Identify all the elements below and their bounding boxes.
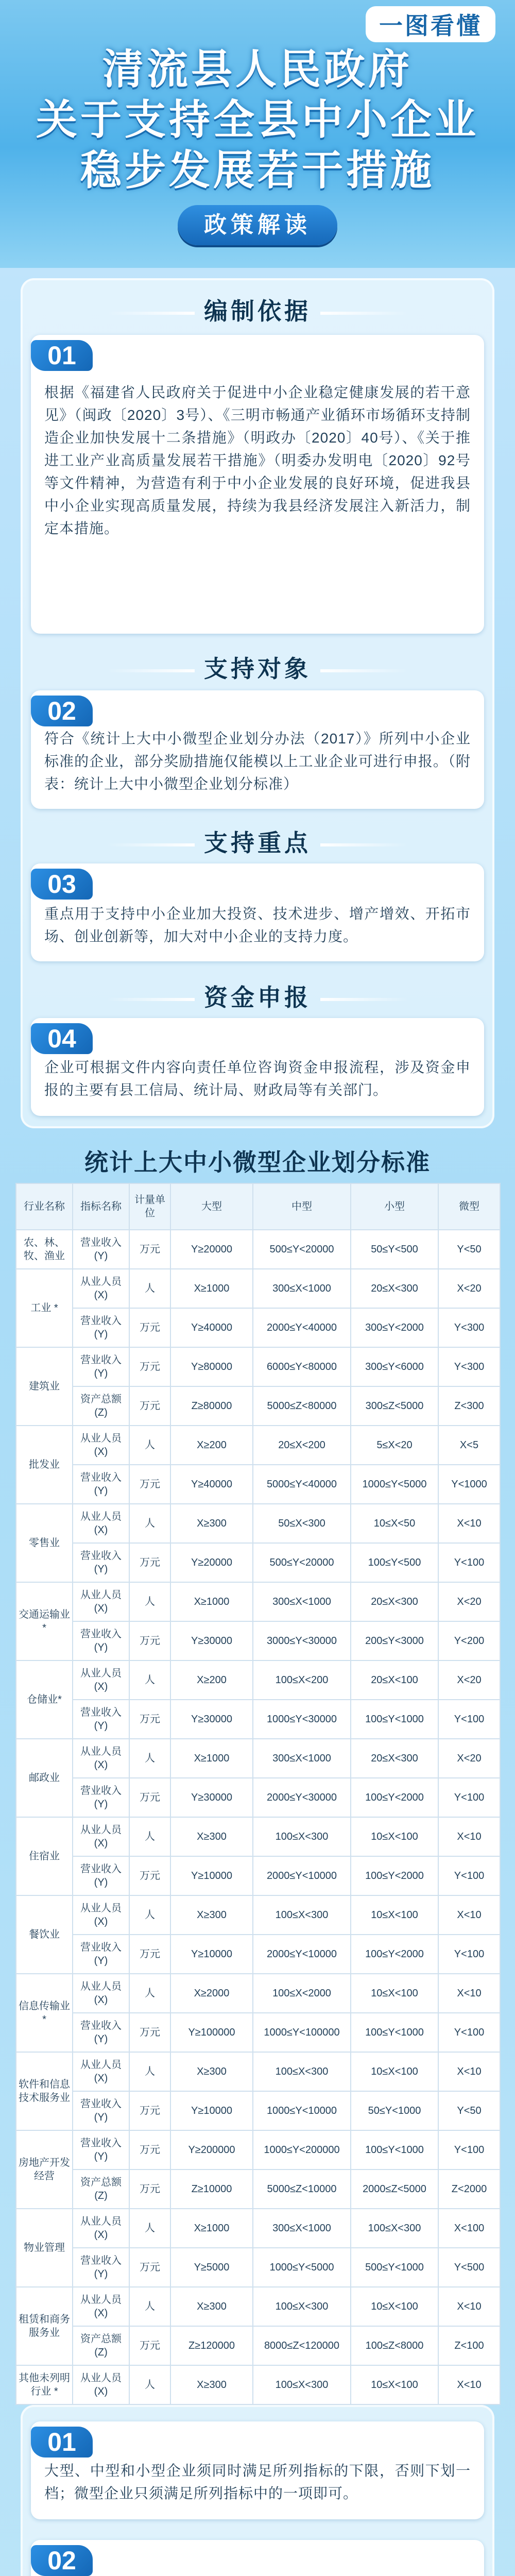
unit-cell: 万元 xyxy=(129,2091,170,2130)
micro-cell: Y<50 xyxy=(438,1230,500,1269)
header-unit: 计量单位 xyxy=(129,1183,170,1230)
table-row xyxy=(16,1504,500,1543)
medium-cell: 5000≤Y<40000 xyxy=(253,1465,351,1504)
large-cell: Y≥30000 xyxy=(170,1621,253,1660)
note-1-card xyxy=(31,2421,484,2519)
small-cell: 10≤X<100 xyxy=(351,2365,438,2404)
unit-cell: 万元 xyxy=(129,1621,170,1660)
table-row xyxy=(16,1386,500,1426)
table-row xyxy=(16,2287,500,2326)
unit-cell: 万元 xyxy=(129,2248,170,2287)
table-row xyxy=(16,1700,500,1739)
large-cell: X≥1000 xyxy=(170,1739,253,1778)
medium-cell: 1000≤Y<100000 xyxy=(253,2013,351,2052)
table-row xyxy=(16,1778,500,1817)
medium-cell: 1000≤Y<30000 xyxy=(253,1700,351,1739)
section-4-text: 企业可根据文件内容向责任单位咨询资金申报流程，涉及资金申报的主要有县工信局、统计局、财政局等有关部门。 xyxy=(44,1059,471,1098)
table-header-row xyxy=(16,1183,500,1230)
medium-cell: 100≤X<2000 xyxy=(253,1974,351,2013)
indicator-cell: 营业收入(Y) xyxy=(73,1230,129,1269)
small-cell: 20≤X<300 xyxy=(351,1582,438,1621)
large-cell: Y≥80000 xyxy=(170,1347,253,1386)
indicator-cell: 营业收入(Y) xyxy=(73,2248,129,2287)
indicator-cell: 营业收入(Y) xyxy=(73,2013,129,2052)
small-cell: 100≤Y<2000 xyxy=(351,1778,438,1817)
header-large: 大型 xyxy=(170,1183,253,1230)
medium-cell: 100≤X<300 xyxy=(253,2365,351,2404)
micro-cell: Y<300 xyxy=(438,1308,500,1347)
unit-cell: 万元 xyxy=(129,2326,170,2365)
industry-cell: 其他未列明行业 * xyxy=(16,2365,73,2404)
table-row xyxy=(16,2365,500,2404)
section-4-number: 04 xyxy=(31,1023,93,1054)
industry-cell: 仓储业* xyxy=(16,1660,73,1739)
large-cell: X≥300 xyxy=(170,1895,253,1935)
large-cell: Y≥10000 xyxy=(170,1935,253,1974)
indicator-cell: 从业人员(X) xyxy=(73,1817,129,1856)
unit-cell: 人 xyxy=(129,1504,170,1543)
medium-cell: 100≤X<300 xyxy=(253,2052,351,2091)
table-row xyxy=(16,2013,500,2052)
medium-cell: 300≤X<1000 xyxy=(253,1739,351,1778)
indicator-cell: 营业收入(Y) xyxy=(73,1621,129,1660)
large-cell: X≥2000 xyxy=(170,1974,253,2013)
small-cell: 2000≤Z<5000 xyxy=(351,2170,438,2209)
medium-cell: 8000≤Z<120000 xyxy=(253,2326,351,2365)
micro-cell: Y<50 xyxy=(438,2091,500,2130)
micro-cell: X<100 xyxy=(438,2209,500,2248)
industry-cell: 房地产开发经营 xyxy=(16,2130,73,2209)
industry-cell: 建筑业 xyxy=(16,1347,73,1426)
unit-cell: 万元 xyxy=(129,1935,170,1974)
table-row xyxy=(16,1895,500,1935)
unit-cell: 万元 xyxy=(129,1856,170,1895)
small-cell: 300≤Y<6000 xyxy=(351,1347,438,1386)
medium-cell: 2000≤Y<40000 xyxy=(253,1308,351,1347)
medium-cell: 300≤X<1000 xyxy=(253,1582,351,1621)
medium-cell: 100≤X<300 xyxy=(253,1817,351,1856)
table-row xyxy=(16,1856,500,1895)
unit-cell: 人 xyxy=(129,2287,170,2326)
table-row xyxy=(16,1465,500,1504)
medium-cell: 2000≤Y<10000 xyxy=(253,1856,351,1895)
unit-cell: 人 xyxy=(129,2209,170,2248)
small-cell: 100≤Y<2000 xyxy=(351,1856,438,1895)
medium-cell: 500≤Y<20000 xyxy=(253,1543,351,1582)
medium-cell: 300≤X<1000 xyxy=(253,1269,351,1308)
medium-cell: 6000≤Y<80000 xyxy=(253,1347,351,1386)
indicator-cell: 从业人员(X) xyxy=(73,1582,129,1621)
large-cell: Z≥10000 xyxy=(170,2170,253,2209)
small-cell: 300≤Y<2000 xyxy=(351,1308,438,1347)
micro-cell: X<20 xyxy=(438,1660,500,1700)
large-cell: X≥300 xyxy=(170,1504,253,1543)
indicator-cell: 从业人员(X) xyxy=(73,1426,129,1465)
micro-cell: X<5 xyxy=(438,1426,500,1465)
title-line-2: 关于支持全县中小企业 xyxy=(36,97,479,143)
large-cell: X≥1000 xyxy=(170,2209,253,2248)
large-cell: Y≥20000 xyxy=(170,1230,253,1269)
unit-cell: 人 xyxy=(129,1739,170,1778)
micro-cell: Z<300 xyxy=(438,1386,500,1426)
table-row xyxy=(16,1935,500,1974)
section-1-text: 根据《福建省人民政府关于促进中小企业稳定健康发展的若干意见》（闽政〔2020〕3号）、《三明市畅通产业循环市场循环支持制造企业加快发展十二条措施》（明政办〔2020〕40号）、《关于推进工业产业高质量发展若干措施》（明委办发明电〔2020〕92号等文件精神，为营造有利于中小企业发展的良好环境，促进我县中小企业实现高质量发展，持续为我县经济发展注入新活力，制定本措施。 xyxy=(44,384,471,536)
section-3-number: 03 xyxy=(31,869,93,900)
micro-cell: Y<100 xyxy=(438,2130,500,2170)
table-row xyxy=(16,2209,500,2248)
micro-cell: X<10 xyxy=(438,2287,500,2326)
small-cell: 100≤Y<1000 xyxy=(351,2013,438,2052)
unit-cell: 人 xyxy=(129,1426,170,1465)
table-row xyxy=(16,1347,500,1386)
table-row xyxy=(16,1974,500,2013)
medium-cell: 500≤Y<20000 xyxy=(253,1230,351,1269)
indicator-cell: 营业收入(Y) xyxy=(73,2091,129,2130)
small-cell: 100≤Z<8000 xyxy=(351,2326,438,2365)
indicator-cell: 从业人员(X) xyxy=(73,1739,129,1778)
unit-cell: 万元 xyxy=(129,1347,170,1386)
micro-cell: X<10 xyxy=(438,1504,500,1543)
industry-cell: 零售业 xyxy=(16,1504,73,1582)
small-cell: 20≤X<100 xyxy=(351,1660,438,1700)
note-2-number: 02 xyxy=(31,2545,93,2576)
small-cell: 10≤X<100 xyxy=(351,1974,438,2013)
small-cell: 500≤Y<1000 xyxy=(351,2248,438,2287)
note-2-card xyxy=(31,2540,484,2576)
indicator-cell: 营业收入(Y) xyxy=(73,1700,129,1739)
subtitle-pill: 政策解读 xyxy=(178,205,337,245)
medium-cell: 5000≤Z<80000 xyxy=(253,1386,351,1426)
micro-cell: Y<100 xyxy=(438,1856,500,1895)
table-title: 统计上大中小微型企业划分标准 xyxy=(84,1149,431,1176)
micro-cell: Y<100 xyxy=(438,2013,500,2052)
indicator-cell: 从业人员(X) xyxy=(73,2052,129,2091)
micro-cell: Y<100 xyxy=(438,1700,500,1739)
large-cell: Y≥30000 xyxy=(170,1700,253,1739)
table-row xyxy=(16,1269,500,1308)
table-row xyxy=(16,1426,500,1465)
indicator-cell: 从业人员(X) xyxy=(73,2209,129,2248)
large-cell: Y≥100000 xyxy=(170,2013,253,2052)
large-cell: X≥300 xyxy=(170,2052,253,2091)
large-cell: Y≥200000 xyxy=(170,2130,253,2170)
note-1-number: 01 xyxy=(31,2427,93,2458)
section-1-title: 编制依据 xyxy=(0,293,515,327)
small-cell: 5≤X<20 xyxy=(351,1426,438,1465)
unit-cell: 人 xyxy=(129,2052,170,2091)
unit-cell: 人 xyxy=(129,1974,170,2013)
micro-cell: Z<2000 xyxy=(438,2170,500,2209)
section-2-number: 02 xyxy=(31,696,93,726)
medium-cell: 1000≤Y<10000 xyxy=(253,2091,351,2130)
table-row xyxy=(16,2170,500,2209)
micro-cell: Y<300 xyxy=(438,1347,500,1386)
section-2-card xyxy=(31,690,484,809)
table-row xyxy=(16,2091,500,2130)
unit-cell: 人 xyxy=(129,1269,170,1308)
micro-cell: Z<100 xyxy=(438,2326,500,2365)
table-row xyxy=(16,1582,500,1621)
table-row xyxy=(16,2326,500,2365)
header-indicator: 指标名称 xyxy=(73,1183,129,1230)
indicator-cell: 营业收入(Y) xyxy=(73,1778,129,1817)
industry-cell: 邮政业 xyxy=(16,1739,73,1817)
industry-cell: 软件和信息技术服务业 xyxy=(16,2052,73,2130)
section-1-card xyxy=(31,335,484,634)
table-row xyxy=(16,2130,500,2170)
table-row xyxy=(16,1739,500,1778)
section-3-card xyxy=(31,863,484,961)
large-cell: Z≥120000 xyxy=(170,2326,253,2365)
industry-cell: 餐饮业 xyxy=(16,1895,73,1974)
table-row xyxy=(16,1621,500,1660)
medium-cell: 5000≤Z<10000 xyxy=(253,2170,351,2209)
table-row xyxy=(16,1543,500,1582)
micro-cell: Y<200 xyxy=(438,1621,500,1660)
industry-cell: 农、林、牧、渔业 xyxy=(16,1230,73,1269)
indicator-cell: 营业收入(Y) xyxy=(73,1935,129,1974)
table-row xyxy=(16,2052,500,2091)
unit-cell: 人 xyxy=(129,1660,170,1700)
title-line-3: 稳步发展若干措施 xyxy=(80,147,435,193)
large-cell: X≥200 xyxy=(170,1660,253,1700)
small-cell: 100≤Y<1000 xyxy=(351,1700,438,1739)
industry-cell: 批发业 xyxy=(16,1426,73,1504)
large-cell: Z≥80000 xyxy=(170,1386,253,1426)
header-banner xyxy=(0,0,515,268)
small-cell: 10≤X<100 xyxy=(351,1895,438,1935)
header-micro: 微型 xyxy=(438,1183,500,1230)
table-row xyxy=(16,1817,500,1856)
unit-cell: 人 xyxy=(129,1895,170,1935)
title-line-1: 清流县人民政府 xyxy=(102,46,413,92)
industry-cell: 物业管理 xyxy=(16,2209,73,2287)
indicator-cell: 营业收入(Y) xyxy=(73,1543,129,1582)
table-row xyxy=(16,1308,500,1347)
section-4-card xyxy=(31,1018,484,1116)
unit-cell: 万元 xyxy=(129,1778,170,1817)
header-small: 小型 xyxy=(351,1183,438,1230)
table-row xyxy=(16,1660,500,1700)
large-cell: X≥1000 xyxy=(170,1269,253,1308)
micro-cell: X<20 xyxy=(438,1739,500,1778)
micro-cell: X<10 xyxy=(438,1895,500,1935)
industry-cell: 租赁和商务服务业 xyxy=(16,2287,73,2365)
medium-cell: 1000≤Y<200000 xyxy=(253,2130,351,2170)
large-cell: X≥300 xyxy=(170,1817,253,1856)
large-cell: X≥200 xyxy=(170,1426,253,1465)
micro-cell: Y<100 xyxy=(438,1543,500,1582)
small-cell: 10≤X<50 xyxy=(351,1504,438,1543)
unit-cell: 万元 xyxy=(129,1308,170,1347)
unit-cell: 万元 xyxy=(129,2170,170,2209)
indicator-cell: 从业人员(X) xyxy=(73,2287,129,2326)
indicator-cell: 营业收入(Y) xyxy=(73,1465,129,1504)
unit-cell: 万元 xyxy=(129,1386,170,1426)
medium-cell: 50≤X<300 xyxy=(253,1504,351,1543)
large-cell: Y≥10000 xyxy=(170,1856,253,1895)
micro-cell: Y<100 xyxy=(438,1778,500,1817)
small-cell: 200≤Y<3000 xyxy=(351,1621,438,1660)
micro-cell: Y<1000 xyxy=(438,1465,500,1504)
small-cell: 10≤X<100 xyxy=(351,2052,438,2091)
indicator-cell: 从业人员(X) xyxy=(73,1974,129,2013)
indicator-cell: 资产总额(Z) xyxy=(73,2326,129,2365)
micro-cell: X<10 xyxy=(438,2365,500,2404)
micro-cell: Y<500 xyxy=(438,2248,500,2287)
small-cell: 100≤Y<500 xyxy=(351,1543,438,1582)
small-cell: 100≤Y<2000 xyxy=(351,1935,438,1974)
small-cell: 50≤Y<500 xyxy=(351,1230,438,1269)
indicator-cell: 资产总额(Z) xyxy=(73,2170,129,2209)
indicator-cell: 营业收入(Y) xyxy=(73,2130,129,2170)
industry-cell: 住宿业 xyxy=(16,1817,73,1895)
medium-cell: 100≤X<300 xyxy=(253,2287,351,2326)
large-cell: X≥300 xyxy=(170,2287,253,2326)
micro-cell: X<20 xyxy=(438,1269,500,1308)
large-cell: X≥1000 xyxy=(170,1582,253,1621)
unit-cell: 万元 xyxy=(129,1700,170,1739)
indicator-cell: 从业人员(X) xyxy=(73,2365,129,2404)
small-cell: 100≤Y<1000 xyxy=(351,2130,438,2170)
indicator-cell: 从业人员(X) xyxy=(73,1660,129,1700)
indicator-cell: 从业人员(X) xyxy=(73,1269,129,1308)
unit-cell: 万元 xyxy=(129,1230,170,1269)
indicator-cell: 从业人员(X) xyxy=(73,1895,129,1935)
section-3-text: 重点用于支持中小企业加大投资、技术进步、增产增效、开拓市场、创业创新等，加大对中小企业的支持力度。 xyxy=(44,906,471,944)
industry-cell: 信息传输业 * xyxy=(16,1974,73,2052)
section-2-title: 支持对象 xyxy=(0,650,515,684)
medium-cell: 300≤X<1000 xyxy=(253,2209,351,2248)
medium-cell: 20≤X<200 xyxy=(253,1426,351,1465)
large-cell: Y≥40000 xyxy=(170,1465,253,1504)
unit-cell: 万元 xyxy=(129,1465,170,1504)
medium-cell: 1000≤Y<5000 xyxy=(253,2248,351,2287)
unit-cell: 万元 xyxy=(129,2130,170,2170)
unit-cell: 万元 xyxy=(129,2013,170,2052)
header-industry: 行业名称 xyxy=(16,1183,73,1230)
indicator-cell: 营业收入(Y) xyxy=(73,1347,129,1386)
industry-cell: 交通运输业 * xyxy=(16,1582,73,1660)
header-medium: 中型 xyxy=(253,1183,351,1230)
industry-cell: 工业 * xyxy=(16,1269,73,1347)
micro-cell: X<10 xyxy=(438,1974,500,2013)
micro-cell: X<10 xyxy=(438,2052,500,2091)
micro-cell: X<10 xyxy=(438,1817,500,1856)
large-cell: Y≥30000 xyxy=(170,1778,253,1817)
section-3-title: 支持重点 xyxy=(0,824,515,858)
unit-cell: 人 xyxy=(129,1582,170,1621)
small-cell: 20≤X<300 xyxy=(351,1739,438,1778)
large-cell: X≥300 xyxy=(170,2365,253,2404)
section-4-title: 资金申报 xyxy=(0,979,515,1013)
medium-cell: 2000≤Y<30000 xyxy=(253,1778,351,1817)
unit-cell: 万元 xyxy=(129,1543,170,1582)
unit-cell: 人 xyxy=(129,2365,170,2404)
micro-cell: X<20 xyxy=(438,1582,500,1621)
note-1-text: 大型、中型和小型企业须同时满足所列指标的下限，否则下划一档；微型企业只须满足所列指标中的一项即可。 xyxy=(44,2463,471,2501)
table-row xyxy=(16,2248,500,2287)
indicator-cell: 营业收入(Y) xyxy=(73,1856,129,1895)
table-row xyxy=(16,1230,500,1269)
small-cell: 100≤X<300 xyxy=(351,2209,438,2248)
header-tag: 一图看懂 xyxy=(366,6,495,42)
indicator-cell: 资产总额(Z) xyxy=(73,1386,129,1426)
large-cell: Y≥40000 xyxy=(170,1308,253,1347)
small-cell: 20≤X<300 xyxy=(351,1269,438,1308)
medium-cell: 100≤X<200 xyxy=(253,1660,351,1700)
indicator-cell: 从业人员(X) xyxy=(73,1504,129,1543)
section-2-text: 符合《统计上大中小微型企业划分办法（2017）》所列中小企业标准的企业，部分奖励措施仅能模以上工业企业可进行申报。（附表：统计上大中小微型企业划分标准） xyxy=(44,731,471,792)
medium-cell: 2000≤Y<10000 xyxy=(253,1935,351,1974)
small-cell: 10≤X<100 xyxy=(351,2287,438,2326)
large-cell: Y≥10000 xyxy=(170,2091,253,2130)
medium-cell: 3000≤Y<30000 xyxy=(253,1621,351,1660)
large-cell: Y≥20000 xyxy=(170,1543,253,1582)
small-cell: 1000≤Y<5000 xyxy=(351,1465,438,1504)
section-1-number: 01 xyxy=(31,340,93,371)
unit-cell: 人 xyxy=(129,1817,170,1856)
large-cell: Y≥5000 xyxy=(170,2248,253,2287)
small-cell: 50≤Y<1000 xyxy=(351,2091,438,2130)
classification-table xyxy=(15,1183,500,2405)
medium-cell: 100≤X<300 xyxy=(253,1895,351,1935)
small-cell: 10≤X<100 xyxy=(351,1817,438,1856)
micro-cell: Y<100 xyxy=(438,1935,500,1974)
indicator-cell: 营业收入(Y) xyxy=(73,1308,129,1347)
small-cell: 300≤Z<5000 xyxy=(351,1386,438,1426)
